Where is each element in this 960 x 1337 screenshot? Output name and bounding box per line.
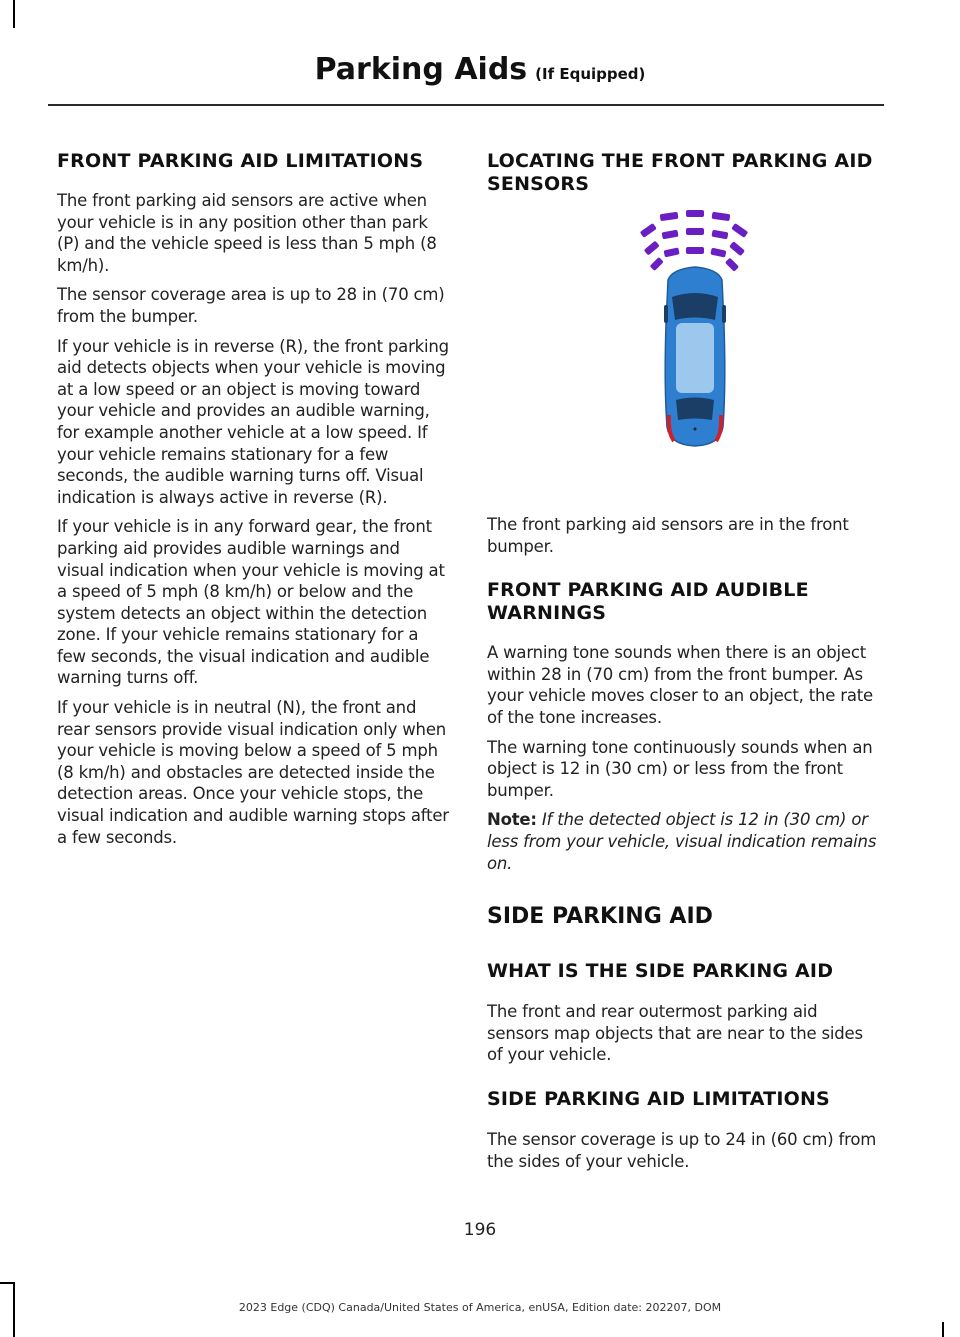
crop-mark-bottom-left-h [0,1282,15,1284]
body-paragraph: If your vehicle is in reverse (R), the front parking aid detects objects when your vehicle is moving at a low speed or an object is moving toward your vehicle and provides an audible warning, for example another vehicle at a low speed. If your vehicle remains stationary for a few seconds, the audible warning turns off. Visual indication is always active in reverse (R). [57,336,449,507]
body-paragraph: If your vehicle is in any forward gear, the front parking aid provides audible warnings and visual indication when your vehicle is moving at a speed of 5 mph (8 km/h) or below and the system detects an object within the detection zone. If your vehicle remains stationary for a few seconds, the visual indication and audible warning turns off. [57,517,445,688]
locating-sensors-heading: LOCATING THE FRONT PARKING AID SENSORS [487,150,873,195]
note-text: If the detected object is 12 in (30 cm) or less from your vehicle, visual indication remains on. [487,810,877,873]
side-parking-aid-title: SIDE PARKING AID [487,904,713,930]
footer-edition-info: 2023 Edge (CDQ) Canada/United States of America, enUSA, Edition date: 202207, DOM [238,1301,722,1314]
what-is-side-aid-heading: WHAT IS THE SIDE PARKING AID [487,960,834,983]
left-column [57,150,449,856]
crop-mark-top-left [13,0,15,28]
front-limitations-heading: FRONT PARKING AID LIMITATIONS [57,150,424,172]
header-title: Parking Aids [314,52,528,87]
body-paragraph: The front parking aid sensors are active when your vehicle is in any position other than park (P) and the vehicle speed is less than 5 mph (8 km/h). [57,191,437,275]
body-paragraph: If your vehicle is in neutral (N), the front and rear sensors provide visual indication only when your vehicle is moving below a speed of 5 mph (8 km/h) and obstacles are detected inside the detection areas. Once your vehicle stops, the visual indication and audible warning stops after a few seconds. [57,698,449,847]
car-top-view [664,267,726,446]
body-paragraph: A warning tone sounds when there is an object within 28 in (70 cm) from the front bumper. As your vehicle moves closer to an object, the rate of the tone increases. [487,643,874,727]
side-limitations-heading: SIDE PARKING AID LIMITATIONS [487,1087,830,1110]
crop-mark-bottom-right [942,1322,944,1337]
note-paragraph [487,809,882,874]
audible-warnings-heading: FRONT PARKING AID AUDIBLE WARNINGS [487,579,809,625]
body-paragraph: The sensor coverage is up to 24 in (60 cm) from the sides of your vehicle. [487,1129,877,1171]
sensor-wave-icon [640,210,749,272]
body-paragraph: The warning tone continuously sounds when an object is 12 in (30 cm) or less from the front bumper. [487,737,873,800]
note-label: Note: [487,810,537,830]
header-rule [48,104,884,106]
page-number: 196 [463,1220,497,1240]
body-paragraph: The front and rear outermost parking aid sensors map objects that are near to the sides of your vehicle. [487,1002,863,1065]
header-subtitle: (If Equipped) [535,65,646,83]
body-paragraph: The sensor coverage area is up to 28 in (70 cm) from the bumper. [57,285,445,326]
locating-text: The front parking aid sensors are in the front bumper. [487,515,849,556]
page-header [0,52,960,87]
front-sensor-car-illustration [620,205,755,455]
